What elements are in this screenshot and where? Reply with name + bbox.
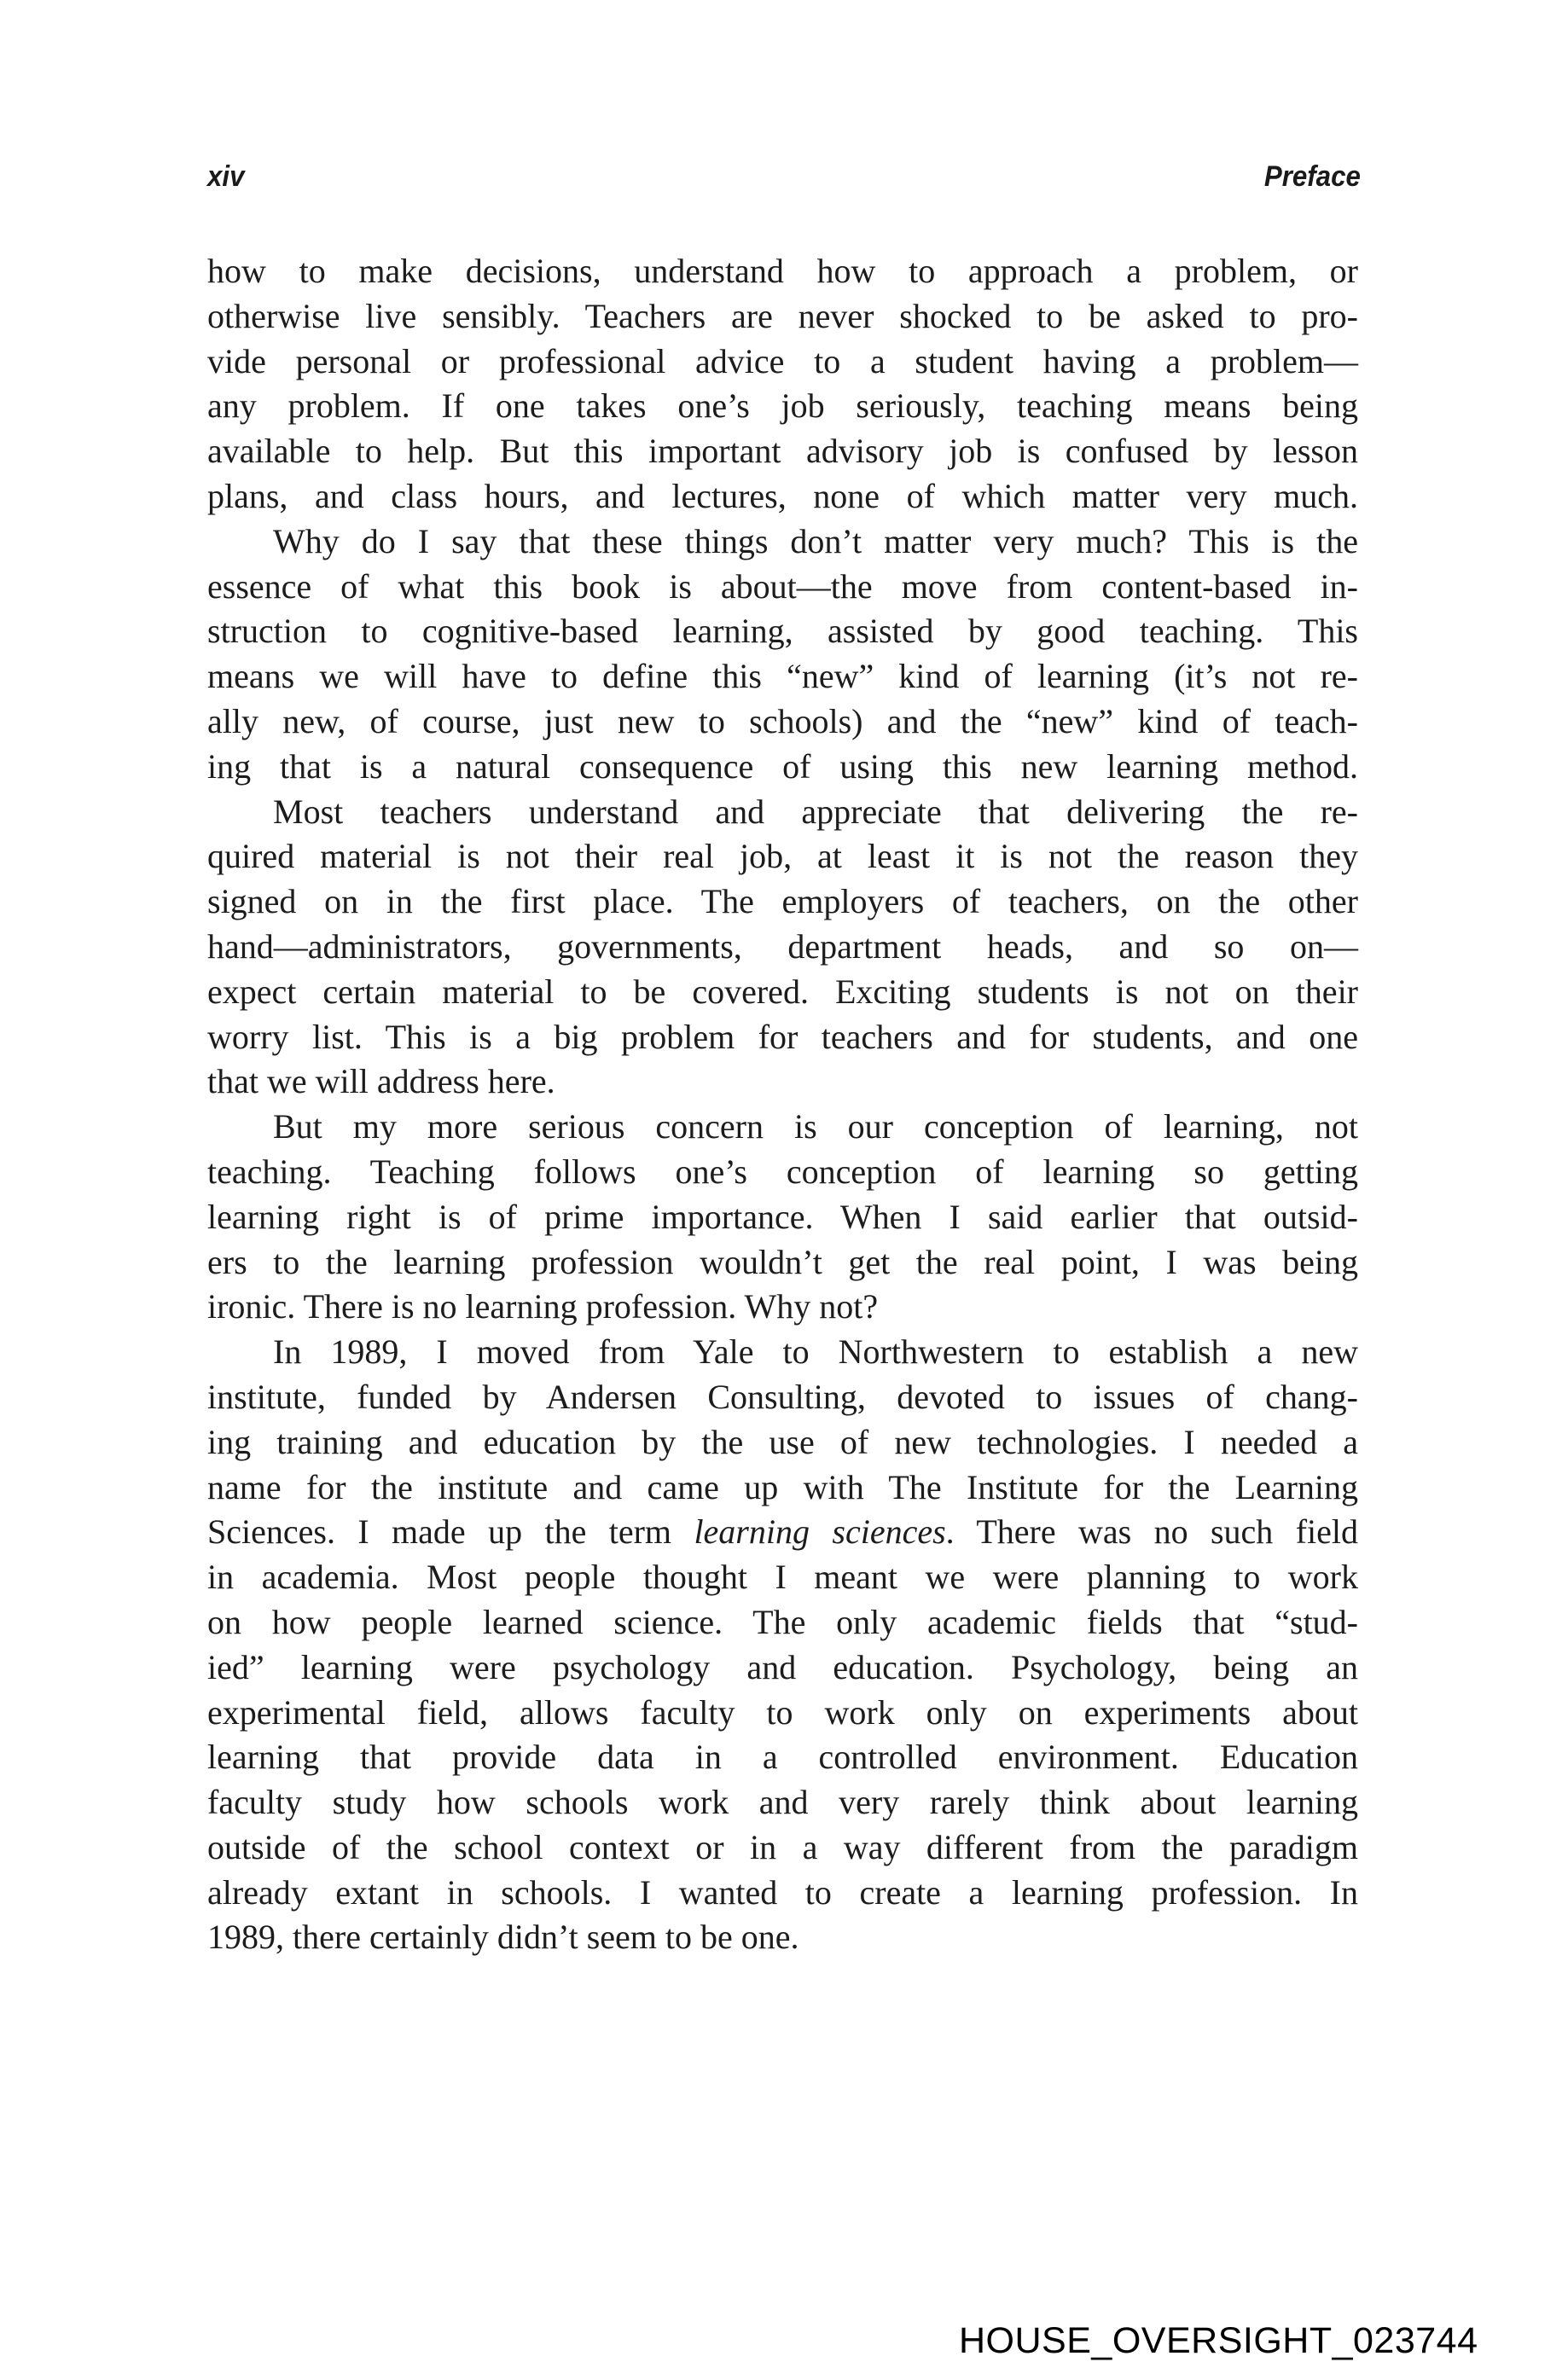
section-title: Preface (1263, 160, 1361, 193)
text-line: Why do I say that these things don’t matter very much? This is the (273, 521, 1358, 560)
text-line: on how people learned science. The only academic fields that “stud- (207, 1602, 1358, 1641)
paragraph-2 (207, 519, 1358, 790)
text-line: expect certain material to be covered. Exciting students is not on their (207, 972, 1358, 1011)
text-line: faculty study how schools work and very rarely think about learning (207, 1783, 1358, 1822)
text-line: signed on in the first place. The employers of teachers, on the other (207, 882, 1358, 921)
bates-stamp: HOUSE_OVERSIGHT_023744 (959, 2320, 1478, 2361)
text-line: how to make decisions, understand how to approach a problem, or (207, 252, 1358, 290)
text-line: that we will address here. (207, 1062, 555, 1101)
page-number: xiv (207, 160, 245, 193)
paragraph-1 (207, 249, 1358, 519)
italic-term: learning sciences (694, 1512, 946, 1552)
text-line: teaching. Teaching follows one’s conception of learning so getting (207, 1152, 1358, 1191)
text-line: ied” learning were psychology and education. Psychology, being an (207, 1647, 1358, 1686)
text-line: ers to the learning profession wouldn’t get the real point, I was being (207, 1242, 1358, 1281)
body-text (207, 249, 1358, 1960)
text-line: already extant in schools. I wanted to create a learning profession. In (207, 1872, 1358, 1912)
text-line: In 1989, I moved from Yale to Northwestern to establish a new (273, 1332, 1358, 1372)
text-line: any problem. If one takes one’s job seriously, teaching means being (207, 386, 1358, 426)
text-line: ing training and education by the use of new technologies. I needed a (207, 1422, 1358, 1461)
text-line: ironic. There is no learning profession. Why not? (207, 1287, 879, 1326)
text-line: hand—administrators, governments, department heads, and so on— (207, 926, 1358, 966)
text-line: struction to cognitive-based learning, assisted by good teaching. This (207, 612, 1358, 651)
text-line: otherwise live sensibly. Teachers are never shocked to be asked to pro- (207, 296, 1358, 335)
paragraph-3 (207, 790, 1358, 1106)
text-segment: Sciences. I made up the term (207, 1512, 694, 1552)
text-line: name for the institute and came up with The Institute for the Learning (207, 1467, 1358, 1506)
text-line: outside of the school context or in a way different from the paradigm (207, 1827, 1358, 1866)
text-line: quired material is not their real job, at least it is not the reason they (207, 837, 1358, 876)
text-line (207, 1510, 1358, 1555)
text-line: Most teachers understand and appreciate that delivering the re- (273, 792, 1358, 831)
text-line: vide personal or professional advice to a student having a problem— (207, 341, 1358, 380)
text-line: available to help. But this important advisory job is confused by lesson (207, 432, 1358, 471)
text-line: means we will have to define this “new” kind of learning (it’s not re- (207, 657, 1358, 696)
text-line: essence of what this book is about—the move from content-based in- (207, 566, 1358, 606)
text-segment: . There was no such field (945, 1512, 1359, 1552)
text-line: experimental field, allows faculty to work only on experiments about (207, 1692, 1358, 1732)
running-head (207, 160, 1361, 194)
text-line: learning that provide data in a controlled environment. Education (207, 1738, 1358, 1777)
text-line: worry list. This is a big problem for teachers and for students, and one (207, 1017, 1358, 1056)
text-line: in academia. Most people thought I meant we were planning to work (207, 1558, 1358, 1597)
text-line: 1989, there certainly didn’t seem to be one. (207, 1918, 799, 1957)
text-line: ally new, of course, just new to schools) and the “new” kind of teach- (207, 701, 1358, 740)
text-line: But my more serious concern is our conception of learning, not (273, 1107, 1358, 1146)
text-line: ing that is a natural consequence of using this new learning method. (207, 746, 1358, 786)
text-line: learning right is of prime importance. When I said earlier that outsid- (207, 1197, 1358, 1236)
text-line: plans, and class hours, and lectures, none of which matter very much. (207, 476, 1358, 515)
paragraph-5 (207, 1330, 1358, 1960)
paragraph-4 (207, 1105, 1358, 1330)
text-line: institute, funded by Andersen Consulting, devoted to issues of chang- (207, 1377, 1358, 1416)
